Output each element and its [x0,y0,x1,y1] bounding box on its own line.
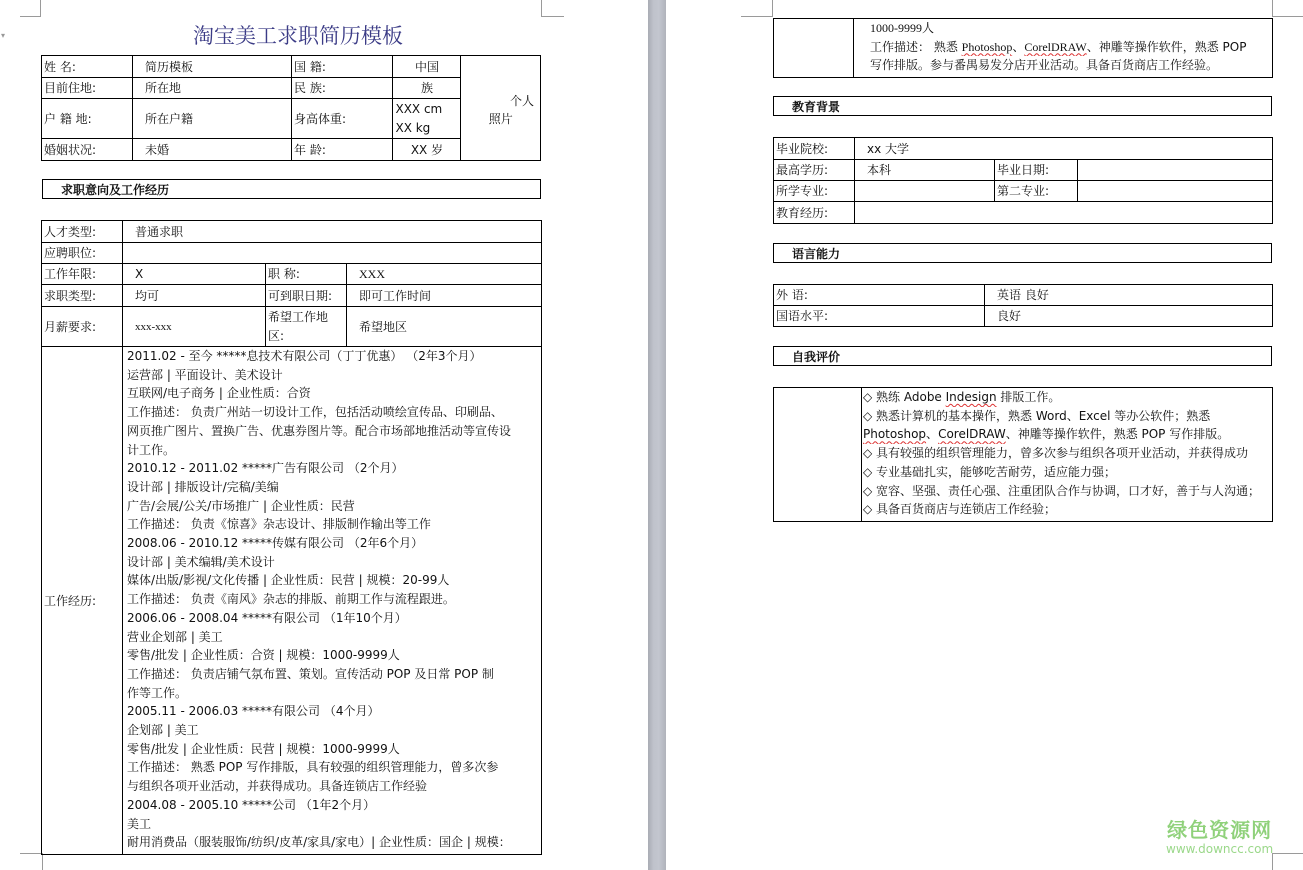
table-row [774,202,1273,224]
self-eval-content [862,388,1273,522]
crop-mark [1272,0,1303,17]
label-school: 毕业院校: [774,138,855,160]
experience-line: 营业企划部 | 美工 [127,629,223,644]
experience-line: 2011.02 - 至今 *****息技术有限公司（丁丁优惠） （2年3个月） [127,349,482,363]
basic-info-table [41,55,541,161]
label-ethnicity: 民 族: [292,78,393,99]
value-position [123,243,542,264]
experience-line: 媒体/出版/影视/文化传播 | 企业性质：民营 | 规模：20-99人 [127,573,450,588]
experience-line: 工作描述： 熟悉 POP 写作排版，具有较强的组织管理能力，曾多次参 [127,760,499,775]
label-job-type: 求职类型: [42,285,123,307]
value-talent-type: 普通求职 [123,221,542,243]
section-header-language: 语言能力 [773,243,1272,263]
label-title: 职 称: [266,264,347,285]
section-header-self-eval: 自我评价 [773,346,1272,366]
experience-continued-content [854,19,1273,78]
crop-mark [20,0,41,17]
experience-line: 2008.06 - 2010.12 *****传媒有限公司 （2年6个月） [127,536,424,551]
value-nationality: 中国 [393,56,461,78]
photo-label-line2: 照片 [488,112,513,126]
experience-line: 运营部 | 平面设计、美术设计 [127,367,283,382]
experience-continued-table [773,18,1273,78]
value-start-date: 即可工作时间 [347,285,542,307]
self-eval-table [773,387,1273,522]
table-row [42,264,542,285]
experience-line: 美工 [127,816,152,831]
value-residence: 所在地 [133,78,292,99]
job-intent-table [41,220,542,855]
experience-line: 企划部 | 美工 [127,723,199,738]
table-row [42,243,542,264]
label-grad-date: 毕业日期: [995,160,1078,181]
value-second-major [1078,181,1273,202]
value-name: 简历模板 [133,56,292,78]
value-years: X [123,264,266,285]
self-eval-item: ◇ 熟练 Adobe Indesign 排版工作。 [863,390,1061,404]
value-salary: xxx-xxx [123,307,266,347]
experience-line: 互联网/电子商务 | 企业性质：合资 [127,386,311,401]
value-degree: 本科 [855,160,995,181]
label-foreign-language: 外 语: [774,285,985,306]
experience-line: 2004.08 - 2005.10 *****公司 （1年2个月） [127,797,376,812]
experience-line: 广告/会展/公关/市场推广 | 企业性质：民营 [127,498,355,513]
label-second-major: 第二专业: [995,181,1078,202]
value-age: XX 岁 [393,139,461,161]
education-table [773,137,1273,224]
experience-line: 网页推广图片、置换广告、优惠券图片等。配合市场部地推活动等宣传设 [127,423,512,438]
self-eval-label [774,388,862,522]
experience-line: 2006.06 - 2008.04 *****有限公司 （1年10个月） [127,610,407,625]
table-row [774,306,1273,327]
experience-content [123,347,542,855]
document-page-left [0,0,648,870]
exp-cont-line1: 1000-9999人 [870,21,934,35]
self-eval-item: ◇ 具有较强的组织管理能力，曾多次参与组织各项开业活动，并获得成功 [863,446,1249,461]
crop-mark [541,0,564,17]
photo-label-line1: 个人 [509,94,534,108]
crop-mark [1272,853,1303,870]
section-header-job: 求职意向及工作经历 [42,179,541,199]
experience-line: 零售/批发 | 企业性质：民营 | 规模：1000-9999人 [127,741,400,756]
label-degree: 最高学历: [774,160,855,181]
self-eval-item: ◇ 具备百货商店与连锁店工作经验； [863,502,1057,517]
language-table [773,284,1273,327]
label-mandarin: 国语水平: [774,306,985,327]
label-height-weight: 身高体重: [292,99,393,139]
table-row [774,138,1273,160]
value-mandarin: 良好 [985,306,1273,327]
label-location-line1: 希望工作地 [268,309,329,324]
table-row [774,388,1273,522]
experience-line: 工作描述： 负责《南风》杂志的排版、前期工作与流程跟进。 [127,592,455,607]
experience-line: 作等工作。 [127,685,188,700]
experience-line: 工作描述： 负责店铺气氛布置、策划。宣传活动 POP 及日常 POP 制 [127,666,494,681]
experience-continued-label [774,19,854,78]
crop-mark [20,853,43,870]
crop-mark [741,0,773,17]
label-talent-type: 人才类型: [42,221,123,243]
self-eval-item-cont: Photoshop、CorelDRAW、神雕等操作软件，熟悉 POP 写作排版。 [863,427,1230,442]
experience-line: 工作描述： 负责《惊喜》杂志设计、排版制作输出等工作 [127,517,431,532]
experience-line: 计工作。 [127,442,176,457]
value-title: XXX [347,264,542,285]
value-location: 希望地区 [347,307,542,347]
label-major: 所学专业: [774,181,855,202]
watermark [1166,818,1273,856]
experience-line: 工作描述： 负责广州站一切设计工作，包括活动喷绘宣传品、印刷品、 [127,405,503,420]
value-foreign-language: 英语 良好 [985,285,1273,306]
label-location [266,307,347,347]
experience-line: 2010.12 - 2011.02 *****广告有限公司 （2个月） [127,461,404,476]
table-row [774,19,1273,78]
label-age: 年 龄: [292,139,393,161]
experience-line: 2005.11 - 2006.03 *****有限公司 （4个月） [127,704,380,719]
outline-collapse-icon[interactable]: ▾ [1,31,6,40]
value-major [855,181,995,202]
photo-placeholder [461,56,541,161]
label-position: 应聘职位: [42,243,123,264]
value-edu-history [855,202,1273,224]
value-height: XXX cm [395,101,443,116]
label-start-date: 可到职日期: [266,285,347,307]
value-height-weight [393,99,461,139]
label-edu-history: 教育经历: [774,202,855,224]
label-years: 工作年限: [42,264,123,285]
table-row [774,181,1273,202]
self-eval-item: ◇ 熟悉计算机的基本操作，熟悉 Word、Excel 等办公软件；熟悉 [863,408,1211,423]
label-location-line2: 区: [268,328,285,343]
experience-lines [125,347,540,852]
exp-cont-line2: 工作描述： 熟悉 Photoshop、CorelDRAW、神雕等操作软件，熟悉 POP [870,39,1247,54]
experience-line: 零售/批发 | 企业性质：合资 | 规模：1000-9999人 [127,648,400,663]
value-school: xx 大学 [855,138,1273,160]
experience-line: 设计部 | 美术编辑/美术设计 [127,554,275,569]
page-gutter [648,0,666,870]
label-experience: 工作经历: [42,347,123,855]
label-name: 姓 名: [42,56,133,78]
experience-line: 与组织各项开业活动，并获得成功。具备连锁店工作经验 [127,779,428,794]
label-hukou: 户 籍 地: [42,99,133,139]
self-eval-item: ◇ 专业基础扎实，能够吃苦耐劳，适应能力强； [863,464,1117,479]
label-salary: 月薪要求: [42,307,123,347]
table-row [42,56,541,78]
value-ethnicity: 族 [393,78,461,99]
label-nationality: 国 籍: [292,56,393,78]
table-row [42,285,542,307]
experience-line: 耐用消费品（服装服饰/纺织/皮革/家具/家电）| 企业性质：国企 | 规模： [127,835,511,850]
label-residence: 目前住地: [42,78,133,99]
value-weight: XX kg [395,120,431,135]
watermark-name: 绿色资源网 [1167,818,1273,842]
value-grad-date [1078,160,1273,181]
exp-cont-line3: 写作排版。参与番禺易发分店开业活动。具备百货商店工作经验。 [870,58,1219,73]
document-page-right [666,0,1303,870]
table-row [774,160,1273,181]
section-header-education: 教育背景 [773,96,1272,116]
table-row [42,221,542,243]
value-marital: 未婚 [133,139,292,161]
label-marital: 婚姻状况: [42,139,133,161]
document-title: 淘宝美工求职简历模板 [193,24,403,48]
value-hukou: 所在户籍 [133,99,292,139]
experience-line: 设计部 | 排版设计/完稿/美编 [127,479,279,494]
table-row [42,307,542,347]
watermark-url: www.downcc.com [1166,842,1274,856]
self-eval-item: ◇ 宽容、坚强、责任心强、注重团队合作与协调，口才好，善于与人沟通； [863,483,1261,498]
value-job-type: 均可 [123,285,266,307]
table-row [774,285,1273,306]
table-row [42,347,542,855]
